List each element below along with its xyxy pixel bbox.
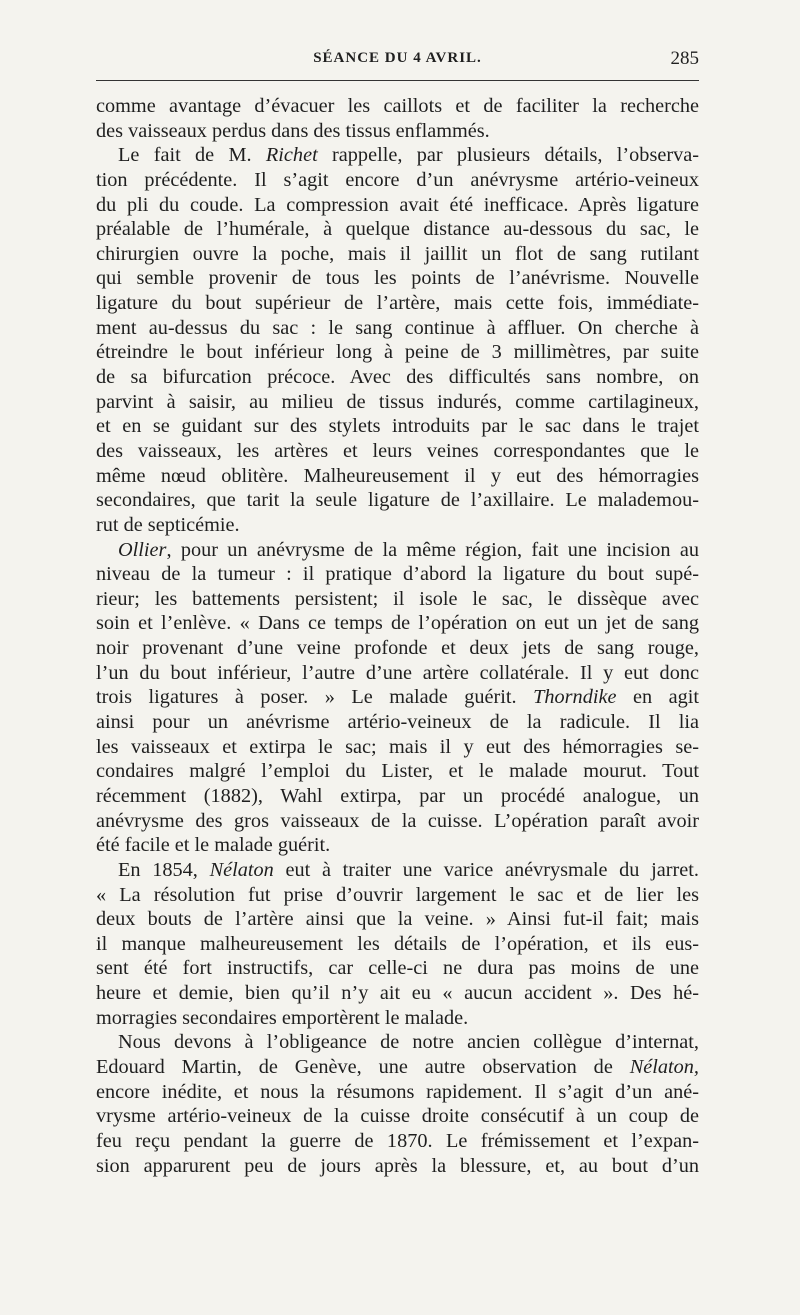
text-run: en agit — [616, 686, 699, 709]
text-line: étreindre le bout inférieur long à peine de 3 millimètres, par suite — [96, 341, 699, 364]
text-line: niveau de la tumeur : il pratique d’abord la ligature du bout supé- — [96, 563, 699, 586]
text-line: des vaisseaux, les artères et leurs veines correspondantes que le — [96, 439, 699, 462]
text-line: qui semble provenir de tous les points de l’anévrisme. Nouvelle — [96, 267, 699, 290]
text-line: du pli du coude. La compression avait été inefficace. Après ligature — [96, 193, 699, 216]
text-line: « La résolution fut prise d’ouvrir largement le sac et de lier les — [96, 883, 699, 906]
text-line: préalable de l’humérale, à quelque distance au-dessous du sac, le — [96, 218, 699, 241]
author-name: Nélaton — [209, 858, 274, 881]
text-line: même nœud oblitère. Malheureusement il y eut des hémorragies — [96, 464, 699, 487]
author-name: Thorndike — [533, 686, 617, 709]
body-text — [96, 94, 699, 1178]
text-line: soin et l’enlève. « Dans ce temps de l’opération on eut un jet de sang — [96, 612, 699, 635]
author-name: Ollier — [118, 538, 167, 561]
text-line: des vaisseaux perdus dans des tissus enflammés. — [96, 119, 490, 142]
page-header — [96, 50, 699, 74]
text-line — [96, 143, 699, 168]
text-line: et en se guidant sur des stylets introduits par le sac dans le trajet — [96, 415, 699, 438]
text-line — [96, 858, 699, 883]
text-line: encore inédite, et nous la résumons rapidement. Il s’agit d’un ané- — [96, 1080, 699, 1103]
text-line: ligature du bout supérieur de l’artère, mais cette fois, immédiate- — [96, 292, 699, 315]
text-line — [96, 1055, 699, 1080]
header-rule — [96, 80, 699, 81]
text-line: morragies secondaires emportèrent le malade. — [96, 1006, 469, 1029]
text-line: rut de septicémie. — [96, 513, 240, 536]
author-name: Nélaton, — [629, 1055, 699, 1078]
text-line: il manque malheureusement les détails de l’opération, et ils eus- — [96, 932, 699, 955]
text-line: rieur; les battements persistent; il isole le sac, le dissèque avec — [96, 587, 699, 610]
text-line: ainsi pour un anévrisme artério-veineux de la radicule. Il lia — [96, 711, 699, 734]
text-line: de sa bifurcation précoce. Avec des difficultés sans nombre, on — [96, 366, 699, 389]
text-run: En 1854, — [118, 858, 210, 881]
text-line: anévrysme des gros vaisseaux de la cuisse. L’opération paraît avoir — [96, 809, 699, 832]
text-line: l’un du bout inférieur, l’autre d’une artère collatérale. Il y eut donc — [96, 661, 699, 684]
text-line: deux bouts de l’artère ainsi que la veine. » Ainsi fut-il fait; mais — [96, 908, 699, 931]
text-line: Nous devons à l’obligeance de notre ancien collègue d’internat, — [118, 1031, 699, 1054]
text-line — [96, 538, 699, 563]
page-number: 285 — [670, 48, 699, 69]
text-run: Le fait de M. — [118, 144, 266, 167]
text-line: comme avantage d’évacuer les caillots et de faciliter la recherche — [96, 95, 699, 117]
text-line: feu reçu pendant la guerre de 1870. Le frémissement et l’expan- — [96, 1129, 699, 1152]
text-run: Edouard Martin, de Genève, une autre observation de — [96, 1055, 630, 1078]
text-line: ment au-dessus du sac : le sang continue à affluer. On cherche à — [96, 316, 699, 339]
text-run: rappelle, par plusieurs détails, l’observa- — [317, 144, 699, 167]
text-line: heure et demie, bien qu’il n’y ait eu « aucun accident ». Des hé- — [96, 982, 699, 1005]
text-line: chirurgien ouvre la poche, mais il jaillit un flot de sang rutilant — [96, 242, 699, 265]
text-run: eut à traiter une varice anévrysmale du jarret. — [273, 858, 699, 881]
running-head: SÉANCE DU 4 AVRIL. — [313, 50, 482, 66]
text-line: les vaisseaux et extirpa le sac; mais il y eut des hémorragies se- — [96, 735, 699, 758]
text-line: parvint à saisir, au milieu de tissus indurés, comme cartilagineux, — [96, 390, 699, 413]
text-line: été facile et le malade guérit. — [96, 834, 331, 857]
text-line: sion apparurent peu de jours après la blessure, et, au bout d’un — [96, 1154, 699, 1177]
text-line — [96, 685, 699, 710]
text-line: récemment (1882), Wahl extirpa, par un procédé analogue, un — [96, 784, 699, 807]
text-line: tion précédente. Il s’agit encore d’un anévrysme artério-veineux — [96, 168, 699, 191]
text-line: vrysme artério-veineux de la cuisse droite consécutif à un coup de — [96, 1105, 699, 1128]
text-run: trois ligatures à poser. » Le malade guérit. — [96, 686, 534, 709]
text-line: secondaires, que tarit la seule ligature de l’axillaire. Le malademou- — [96, 489, 699, 512]
text-run: , pour un anévrysme de la même région, fait une incision au — [166, 538, 699, 561]
text-line: condaires malgré l’emploi du Lister, et le malade mourut. Tout — [96, 760, 699, 783]
text-line: sent été fort instructifs, car celle-ci ne dura pas moins de une — [96, 957, 699, 980]
author-name: Richet — [265, 144, 318, 167]
text-line: noir provenant d’une veine profonde et deux jets de sang rouge, — [96, 637, 699, 660]
